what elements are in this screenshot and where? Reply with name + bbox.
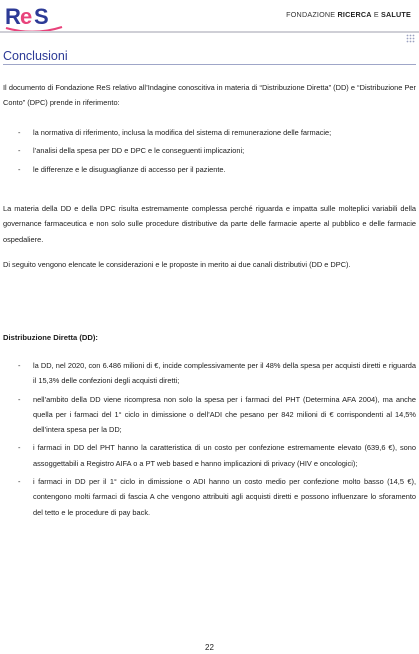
- page-header: [0, 0, 419, 36]
- list-item: - le differenze e le disuguaglianze di accesso per il paziente.: [3, 162, 416, 177]
- bullet-marker: -: [18, 164, 21, 174]
- section-title: Conclusioni: [3, 49, 68, 63]
- svg-text:R: R: [5, 4, 20, 29]
- bullet-marker: -: [18, 443, 21, 453]
- complexity-paragraph: La materia della DD e della DPC risulta estremamente complessa perché riguarda e impatta sulle molteplici variabili della governance farmaceutica e non solo sulle procedure distributive da parte delle farmacie aperte al pubblico e delle farmacie ospedaliere.: [3, 204, 416, 244]
- svg-text:e: e: [20, 4, 33, 29]
- bullet-marker: -: [18, 146, 21, 156]
- list-item: - la normativa di riferimento, inclusa la modifica del sistema di remunerazione delle farmacie;: [3, 125, 416, 140]
- list-item: - i farmaci in DD per il 1° ciclo in dimissione o ADI hanno un costo medio per confezione molto basso (14,5 €), contengono molti farmaci di fascia A che vengono attribuiti agli acquisti diretti e possono influenzare lo sforamento del tetto e le procedure di pay back.: [3, 474, 416, 520]
- proposals-paragraph: Di seguito vengono elencate le considerazioni e le proposte in merito ai due canali distributivi (DD e DPC).: [3, 260, 351, 269]
- header-organization: FONDAZIONE RICERCA E SALUTE: [286, 10, 411, 19]
- svg-text:S: S: [34, 4, 49, 29]
- dd-bullet-list: [3, 358, 416, 520]
- list-item: - la DD, nel 2020, con 6.486 milioni di €, incide complessivamente per il 48% della spesa per acquisti diretti e riguarda il 15,3% delle confezioni degli acquisti diretti;: [3, 358, 416, 389]
- bullet-marker: -: [18, 128, 21, 137]
- list-item: - l’analisi della spesa per DD e DPC e le conseguenti implicazioni;: [3, 143, 416, 158]
- header-divider: [0, 31, 419, 33]
- page-number: 22: [205, 643, 214, 652]
- list-item: - nell’ambito della DD viene ricompresa non solo la spesa per i farmaci del PHT (Determina AFA 2004), ma anche quella per i farmaci del 1° ciclo in dimissione o dell’ADI che pesano per 842 milioni di € corrispondenti al 14,5% dell’intera spesa per la DD;: [3, 392, 416, 438]
- bullet-marker: -: [18, 361, 21, 370]
- dots-decoration-icon: [406, 34, 415, 43]
- intro-bullet-list: [3, 125, 416, 177]
- section-underline: [3, 64, 416, 65]
- res-logo: [4, 2, 64, 34]
- dd-heading: Distribuzione Diretta (DD):: [3, 333, 98, 342]
- bullet-marker: -: [18, 394, 21, 404]
- intro-paragraph: Il documento di Fondazione ReS relativo all’Indagine conoscitiva in materia di “Distribuzione Diretta” (DD) e “Distribuzione Per Conto” (DPC) prende in riferimento:: [3, 83, 416, 108]
- list-item: - i farmaci in DD del PHT hanno la caratteristica di un costo per confezione estremamente elevato (639,6 €), sono assoggettabili a Registro AIFA o a PT web based e hanno implicazioni di privacy (HIV e oncologici);: [3, 440, 416, 471]
- bullet-marker: -: [18, 477, 21, 487]
